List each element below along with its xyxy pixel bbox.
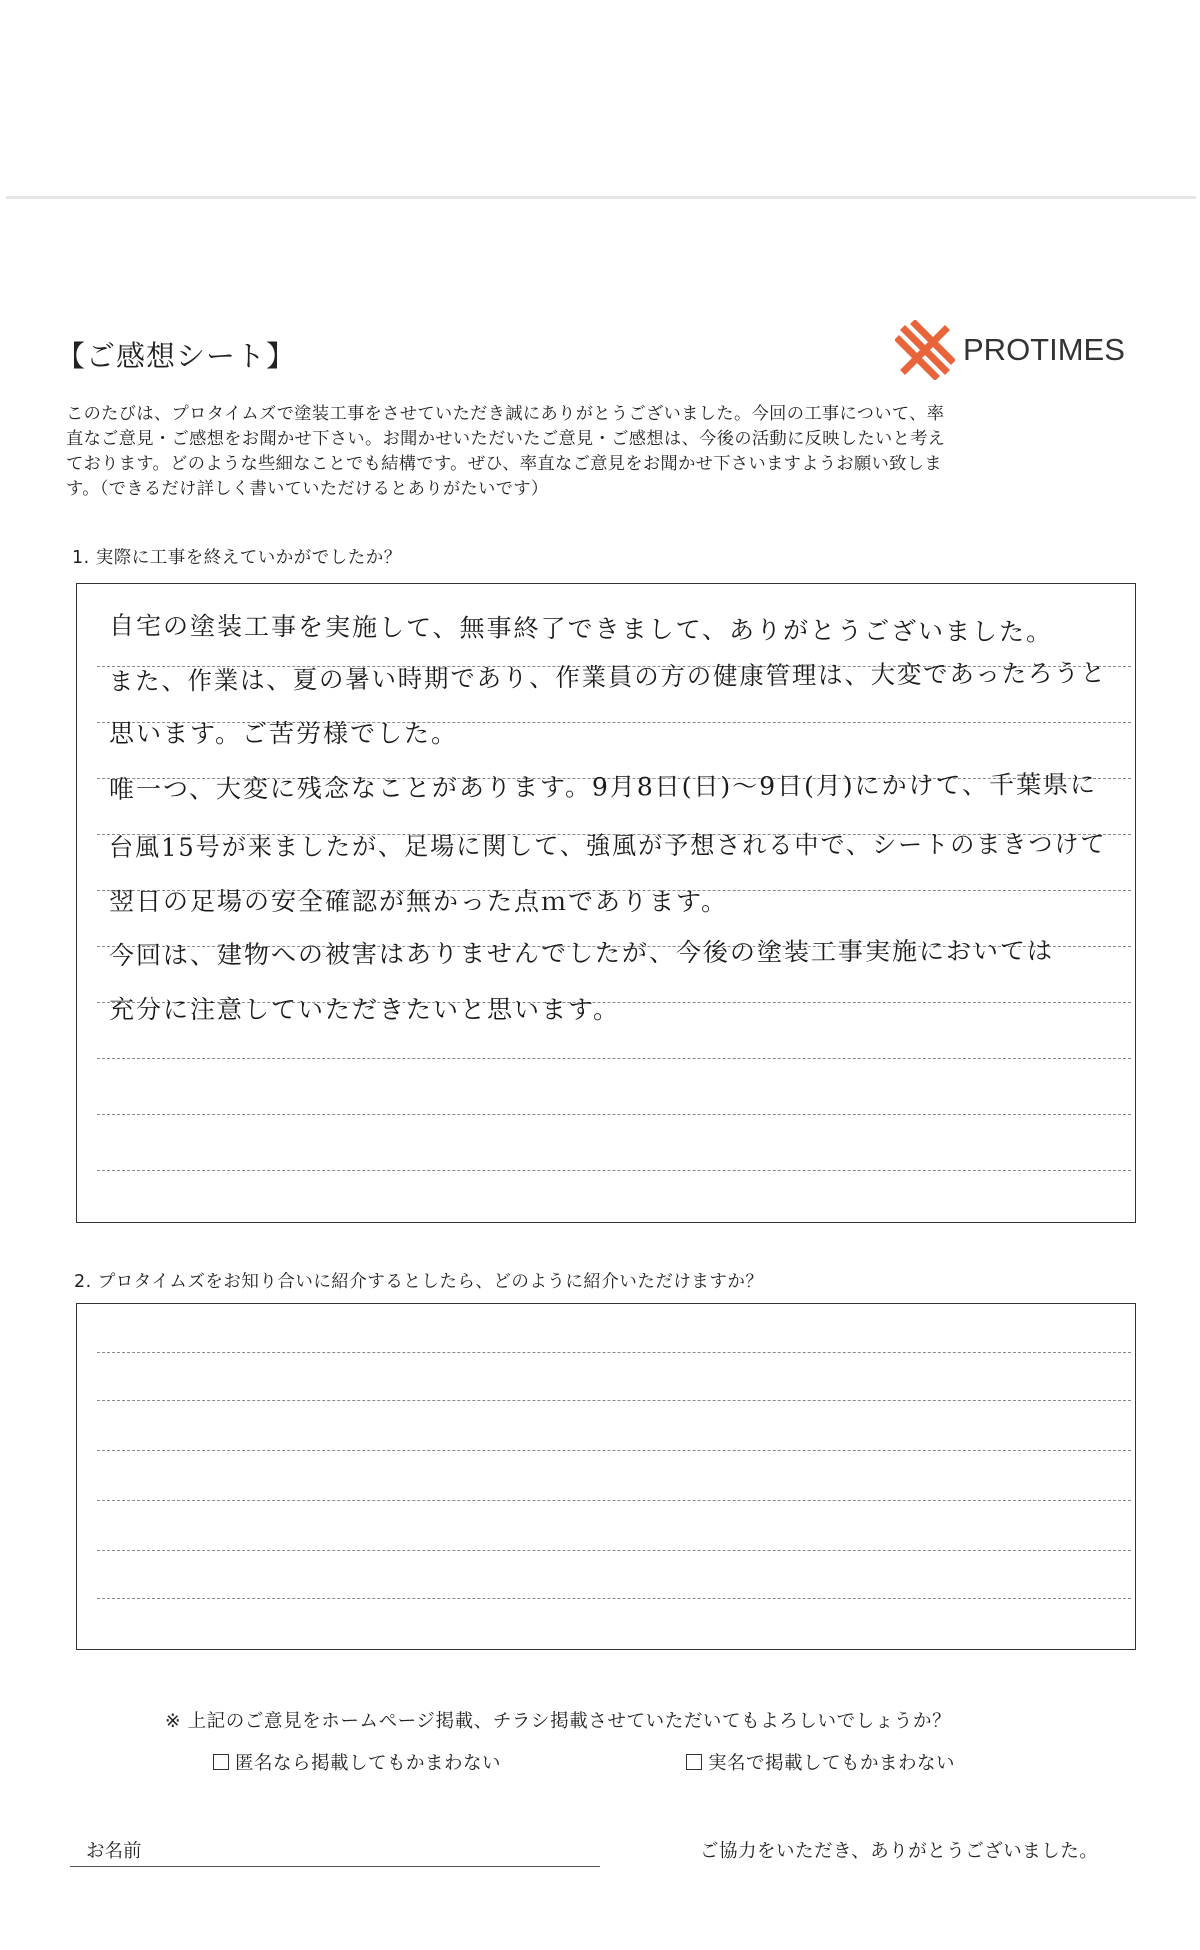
question-2-answer-box[interactable] xyxy=(76,1303,1136,1650)
thanks-message: ご協力をいただき、ありがとうございました。 xyxy=(700,1841,1099,1862)
handwritten-answer-line: 今回は、建物への被害はありませんでしたが、今後の塗装工事実施においては xyxy=(108,936,1054,970)
question-1-label: 1. 実際に工事を終えていかがでしたか？ xyxy=(72,548,402,568)
handwritten-answer-line: また、作業は、夏の暑い時期であり、作業員の方の健康管理は、大変であったろうと xyxy=(108,658,1108,697)
ruled-line xyxy=(97,1352,1131,1353)
ruled-line xyxy=(97,1598,1131,1599)
intro-line: す。（できるだけ詳しく書いていただけるとありがたいです） xyxy=(66,479,549,499)
name-label: お名前 xyxy=(86,1841,142,1862)
handwritten-answer-line: 充分に注意していただきたいと思います。 xyxy=(109,995,621,1024)
handwritten-answer-line: 台風15号が来ましたが、足場に関して、強風が予想される中で、シートのまきつけて xyxy=(108,829,1107,862)
intro-line: このたびは、プロタイムズで塗装工事をさせていただき誠にありがとうございました。今回の工事について、率 xyxy=(66,404,945,424)
checkbox-icon[interactable] xyxy=(213,1754,229,1770)
protimes-logo xyxy=(895,320,1125,380)
scan-top-edge xyxy=(6,196,1196,199)
intro-line: ております。どのような些細なことでも結構です。ぜひ、率直なご意見をお聞かせ下さいますようお願い致しま xyxy=(66,454,942,474)
handwritten-answer-line: 思います。ご苦労様でした。 xyxy=(109,719,459,748)
handwritten-answer-line: 唯一つ、大変に残念なことがあります。9月8日(日)～9日(月)にかけて、千葉県に xyxy=(108,769,1098,804)
sheet-title: 【ご感想シート】 xyxy=(56,339,297,373)
consent-option-realname[interactable] xyxy=(686,1749,955,1775)
ruled-line xyxy=(97,1550,1131,1551)
handwritten-answer-line: 自宅の塗装工事を実施して、無事終了できまして、ありがとうございました。 xyxy=(109,611,1054,647)
consent-option-realname-label: 実名で掲載してもかまわない xyxy=(708,1753,956,1774)
ruled-line xyxy=(97,1058,1131,1059)
consent-option-anonymous-label: 匿名なら掲載してもかまわない xyxy=(235,1753,502,1774)
ruled-line xyxy=(97,1400,1131,1401)
question-2-label: 2. プロタイムズをお知り合いに紹介するとしたら、どのように紹介いただけますか？ xyxy=(74,1272,764,1292)
consent-option-anonymous[interactable] xyxy=(213,1749,501,1775)
question-1-answer-box[interactable] xyxy=(76,583,1136,1223)
ruled-line xyxy=(97,1114,1131,1115)
handwritten-answer-line: 翌日の足場の安全確認が無かった点ｍであります。 xyxy=(109,887,729,916)
intro-text xyxy=(66,402,1146,502)
intro-line: 直なご意見・ご感想をお聞かせ下さい。お聞かせいただいたご意見・ご感想は、今後の活動に反映したいと考え xyxy=(66,429,946,449)
protimes-logo-text: PROTIMES xyxy=(963,332,1125,367)
protimes-logo-mark-icon xyxy=(895,320,955,380)
ruled-line xyxy=(97,1170,1131,1171)
name-input-line[interactable] xyxy=(70,1866,600,1867)
consent-question: ※ 上記のご意見をホームページ掲載、チラシ掲載させていただいてもよろしいでしょうか？ xyxy=(165,1711,952,1732)
ruled-line xyxy=(97,1450,1131,1451)
checkbox-icon[interactable] xyxy=(686,1754,702,1770)
ruled-line xyxy=(97,1500,1131,1501)
